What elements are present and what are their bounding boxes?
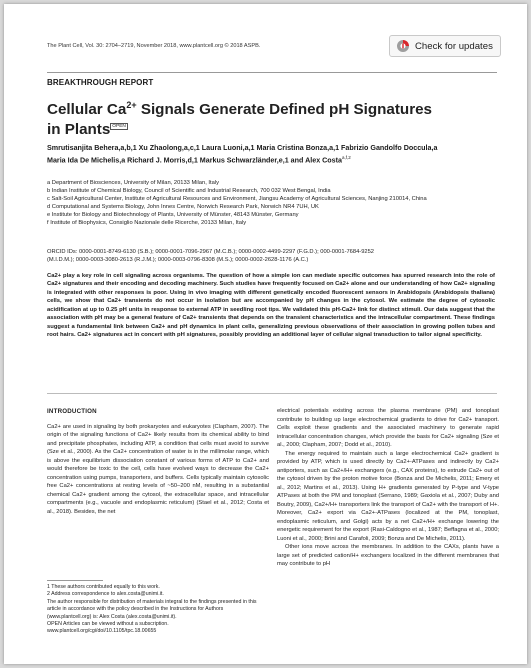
check-for-updates-button[interactable] [389, 35, 501, 57]
open-access-badge: OPEN [112, 124, 126, 130]
affiliation-a: a Department of Biosciences, University of Milan, 20133 Milan, Italy [47, 180, 219, 186]
footnote-responsible-author: The author responsible for distribution of materials integral to the findings presented in this article in accordance with the policy described in the Instructions for Authors (www.plantcell.org) is: Alex Costa (alex.costa@unimi.it). [47, 598, 257, 620]
affiliation-b: b Indian Institute of Chemical Biology, Council of Scientific and Industrial Research, 700 032 West Bengal, India [47, 188, 331, 195]
authors-line1: Smrutisanjita Behera,a,b,1 Xu Zhaolong,a,c,1 Laura Luoni,a,1 Maria Cristina Bonza,a,1 Fabrizio Gandolfo Doccula,a [47, 144, 438, 152]
intro-paragraph-4: Other ions move across the membranes. In addition to the CAXs, plants have a large set of predicted cation/H+ exchangers localized in the different membranes that may contribute to pH [277, 544, 499, 567]
title-line2: in Plants [47, 121, 111, 139]
orcid-ids [47, 248, 495, 264]
article-page [4, 4, 527, 664]
article-title [47, 97, 487, 138]
orcid-line1: ORCID IDs: 0000-0001-8749-6130 (S.B.); 0000-0001-7096-2967 (M.C.B.); 0000-0002-4499-2297 (F.G.D.); 000-0001-7684-9252 [47, 249, 374, 255]
intro-paragraph-2: electrical potentials existing across the plasma membrane (PM) and tonoplast contribute to building up large electrochemical gradients to drive for Ca2+ transport. Cells exploit these gradients and the associated machinery to generate rapid intracellular concentration changes, which provide the basis for Ca2+ signaling (Sze et al., 2000; Clapham, 2007; Dodd et al., 2010). [277, 408, 499, 448]
footnote-doi[interactable]: www.plantcell.org/cgi/doi/10.1105/tpc.18.00655 [47, 628, 157, 635]
body-column-left [47, 408, 269, 516]
affiliations [47, 179, 495, 228]
intro-paragraph-1: Ca2+ are used in signaling by both prokaryotes and eukaryotes (Clapham, 2007). The origin of the signaling functions of Ca2+ likely results from its chemical ability to bind and precipitate phosphates, including ATP, a condition that cells must avoid to survive (Sze et al., 2000). As the Ca2+ concentration of water is in the millimolar range, which is above the equilibrium dissociation constant of various forms of ATP to Ca2+ and would therefore be toxic to the cell, cells have evolved ways to decrease the Ca2+ concentration using pumps, transporters, and buffers. Cells typically maintain cytosolic free Ca2+ concentrations at resting levels of ~50–200 nM, resulting in a substantial chemical Ca2+ gradient among the cytosol, the extracellular space, and intracellular compartments (e.g., vacuole and endoplasmic reticulum) (Stael et al., 2012; Costa et al., 2018). Besides, the net [47, 423, 269, 515]
orcid-line2: (M.I.D.M.); 0000-0003-3080-2613 (R.J.M.); 0000-0003-0796-8308 (M.S.); 0000-0002-2628-1176 (A.C.) [47, 257, 309, 264]
authors-line2-sup: a,f,2 [342, 155, 351, 161]
section-heading-introduction: INTRODUCTION [47, 408, 97, 415]
footnote-divider [47, 580, 103, 581]
footnote-equal-contribution: 1 These authors contributed equally to this work. [47, 584, 160, 590]
title-part-rest: Signals Generate Defined pH Signatures [136, 101, 432, 119]
intro-paragraph-3: The energy required to maintain such a large electrochemical Ca2+ gradient is provided by ATP, which is used directly by Ca2+-ATPases and indirectly by Ca2+ antiporters, such as Ca2+/H+ exchangers (e.g., CAX proteins), to extrude Ca2+ out of the cytosol driven by the proton motive force (Bonza and De Michelis, 2011; Emery et al., 2012; Martins et al., 2013). Using H+ gradients generated by P-type and V-type ATPases at both the PM and tonoplast (Serrano, 1989; Gaxiola et al., 2007; Duby and Boutry, 2009), Ca2+/H+ transporters link the transport of Ca2+ with the transport of H+. Moreover, Ca2+ export via Ca2+-ATPases (localized at the PM, tonoplast, endoplasmic reticulum, and Golgi) acts by a net Ca2+/H+ exchange lowering the energetic requirement for the export (Rasi-Caldogno et al., 1987; Beffagna et al., 2000; Luoni et al., 2000; Brini and Carafoli, 2009; Bonza and De Michelis, 2011). [277, 450, 499, 542]
affiliation-c: c Salt-Soil Agricultural Center, Institute of Agricultural Resources and Environment, Jiangsu Academy of Agricultural Sciences, Nanjing 210014, China [47, 196, 427, 203]
abstract: Ca2+ play a key role in cell signaling across organisms. The question of how a simple ion can mediate specific outcomes has spurred research into the role of Ca2+ signatures and their encoding and decoding machinery. Such studies have frequently focused on Ca2+ alone and our understanding of how Ca2+ signaling is integrated with other responses is poor. Using in vivo imaging with different genetically encoded fluorescent sensors in Arabidopsis (Arabidopsis thaliana) cells, we show that Ca2+ transients do not occur in isolation but are accompanied by pH changes in the cytosol. We estimate the degree of cytosolic acidification at up to 0.25 pH units in response to external ATP in seedling root tips. We validated this pH-Ca2+ link for distinct stimuli. Our data suggest that the association with pH may be a general feature of Ca2+ transients that depends on the transient characteristics and the intracellular compartment. These findings suggest a fundamental link between Ca2+ and pH dynamics in plant cells, generalizing previous observations of their association in growing pollen tubes and root hairs. Ca2+ signatures act in concert with pH signatures, possibly providing an additional layer of cellular signal transduction to tailor signal specificity. [47, 273, 495, 339]
affiliation-f: f Institute of Biophysics, Consiglio Nazionale delle Ricerche, 20133 Milan, Italy [47, 220, 247, 227]
article-type: BREAKTHROUGH REPORT [47, 78, 154, 87]
footnote-correspondence: 2 Address correspondence to alex.costa@unimi.it. [47, 591, 164, 598]
affiliation-d: d Computational and Systems Biology, John Innes Centre, Norwich Research Park, Norwich NR4 7UH, UK [47, 204, 319, 211]
title-sup: 2+ [126, 100, 137, 110]
journal-citation-line: The Plant Cell, Vol. 30: 2704–2719, November 2018, www.plantcell.org © 2018 ASPB. [47, 43, 261, 49]
header-divider [47, 72, 497, 73]
author-list [47, 143, 495, 166]
crossmark-icon [396, 39, 410, 53]
check-for-updates-label: Check for updates [415, 40, 493, 52]
body-column-right [277, 407, 499, 569]
authors-line2: Maria Ida De Michelis,a Richard J. Morris,d,1 Markus Schwarzländer,e,1 and Alex Costa [47, 156, 342, 165]
title-part: Cellular Ca [47, 101, 127, 119]
footnotes [47, 584, 269, 636]
abstract-divider [47, 393, 497, 394]
footnote-open-access: OPEN Articles can be viewed without a subscription. [47, 621, 169, 628]
affiliation-e: e Institute for Biology and Biotechnology of Plants, University of Münster, 48143 Münster, Germany [47, 212, 299, 219]
